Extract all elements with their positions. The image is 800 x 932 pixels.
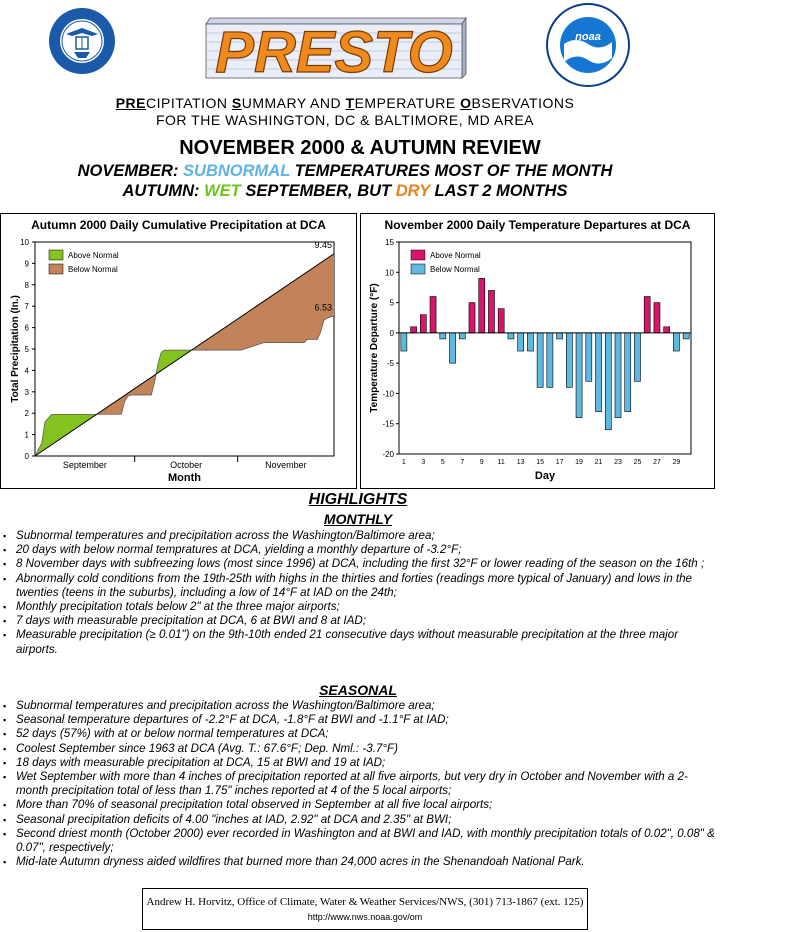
presto-logo-text: PRESTO	[215, 20, 453, 80]
bar-below-normal	[557, 333, 563, 339]
bar-above-normal	[498, 309, 504, 333]
seasonal-list	[0, 699, 716, 869]
highlight-item: ▪ Seasonal precipitation deficits of 4.00 "inches at IAD, 2.92" at DCA and 2.35" at BWI;	[0, 813, 716, 827]
highlight-item: ▪ Second driest month (October 2000) ever recorded in Washington and at BWI and IAD, with monthly precipitation totals of 0.02", 0.08" & 0.07", respectively;	[0, 827, 716, 855]
y-tick-label: 10	[20, 238, 29, 247]
main-title: NOVEMBER 2000 & AUTUMN REVIEW	[179, 137, 541, 159]
highlight-item: ▪ 7 days with measurable precipitation at DCA, 6 at BWI and 8 at IAD;	[0, 614, 716, 628]
bar-below-normal	[576, 333, 582, 418]
highlight-item: ▪ 52 days (57%) with at or below normal temperatures at DCA;	[0, 727, 716, 741]
x-tick-label: 23	[614, 459, 622, 466]
bar-above-normal	[664, 327, 670, 333]
temp-chart-panel	[360, 213, 715, 489]
month-label: October	[170, 460, 203, 470]
bar-above-normal	[430, 297, 436, 333]
noaa-seal-icon	[542, 2, 634, 88]
bar-below-normal	[508, 333, 514, 339]
temp-chart-title: November 2000 Daily Temperature Departures at DCA	[384, 218, 691, 232]
subtitle-line-2: FOR THE WASHINGTON, DC & BALTIMORE, MD AREA	[155, 112, 535, 128]
footer-contact: Andrew H. Horvitz, Office of Climate, Water & Weather Services/NWS, (301) 713-1867 (ext. 125)	[146, 896, 584, 908]
bar-below-normal	[547, 333, 553, 388]
x-tick-label: 3	[421, 459, 426, 466]
subtitle-segment: T	[345, 95, 355, 111]
y-tick-label: 0	[389, 328, 394, 338]
bar-below-normal	[596, 333, 602, 412]
legend-swatch-below	[411, 264, 425, 274]
y-tick-label: 1	[24, 430, 29, 440]
legend-label-above: Above Normal	[430, 251, 481, 260]
legend-swatch-below	[49, 264, 63, 274]
legend-label-below: Below Normal	[68, 265, 118, 274]
month-label: September	[62, 460, 107, 470]
presto-logo	[196, 14, 468, 80]
highlight-item: ▪ Monthly precipitation totals below 2" at the three major airports;	[0, 600, 716, 614]
month-label: November	[265, 460, 307, 470]
x-tick-label: 17	[555, 459, 564, 466]
bar-above-normal	[488, 290, 494, 332]
annotation-observed-total: 6.53	[314, 302, 332, 313]
highlights-title: HIGHLIGHTS	[308, 491, 408, 508]
x-axis-title: Month	[168, 472, 201, 484]
y-tick-label: -20	[382, 450, 394, 459]
subtitle-segment: S	[231, 95, 242, 111]
highlight-item: ▪ 8 November days with subfreezing lows (most since 1996) at DCA, including the first 32°F or lower reading of the season on the 16th ;	[0, 557, 716, 571]
x-tick-label: 19	[575, 459, 583, 466]
subtitle-segment: CIPITATION	[146, 95, 232, 111]
bar-below-normal	[459, 333, 465, 339]
y-tick-label: -10	[382, 389, 394, 399]
x-tick-label: 15	[536, 459, 545, 466]
precip-chart	[1, 214, 356, 488]
subtitle-segment: UMMARY AND	[241, 95, 346, 111]
bar-below-normal	[625, 333, 631, 412]
subtitle-segment: PRE	[115, 95, 146, 111]
x-axis-title: Day	[534, 470, 556, 482]
highlight-item: ▪ Seasonal temperature departures of -2.2°F at DCA, -1.8°F at BWI and -1.1°F at IAD;	[0, 713, 716, 727]
precip-chart-panel	[0, 213, 357, 489]
x-tick-label: 21	[594, 459, 603, 466]
x-tick-label: 9	[479, 459, 484, 466]
highlight-item: ▪ Subnormal temperatures and precipitation across the Washington/Baltimore area;	[0, 699, 716, 713]
bar-below-normal	[440, 333, 446, 339]
y-tick-label: 8	[24, 280, 29, 290]
bar-below-normal	[634, 333, 640, 381]
headline-november: NOVEMBER: SUBNORMAL TEMPERATURES MOST OF THE MONTH	[77, 162, 613, 180]
highlight-item: ▪ Abnormally cold conditions from the 19th-25th with highs in the thirties and forties (readings more typical of January) and lows in the twenties (teens in the suburbs), including a low of 14°F at IAD on the 24th;	[0, 572, 716, 600]
y-tick-label: -15	[382, 419, 394, 429]
bar-below-normal	[518, 333, 524, 351]
bar-below-normal	[683, 333, 689, 339]
y-axis-title: Temperature Departure (°F)	[369, 283, 380, 413]
y-tick-label: 10	[385, 268, 394, 278]
bar-below-normal	[401, 333, 407, 351]
bar-above-normal	[654, 303, 660, 333]
bar-above-normal	[420, 315, 426, 333]
y-tick-label: 0	[24, 452, 29, 461]
commerce-seal-icon	[36, 6, 128, 76]
x-tick-label: 27	[653, 459, 661, 466]
bar-below-normal	[605, 333, 611, 430]
highlight-item: ▪ More than 70% of seasonal precipitation total observed in September at all five local airports;	[0, 798, 716, 812]
bar-below-normal	[450, 333, 456, 363]
x-tick-label: 25	[633, 459, 642, 466]
bar-below-normal	[527, 333, 533, 351]
y-tick-label: 2	[24, 409, 29, 419]
highlight-item: ▪ Coolest September since 1963 at DCA (Avg. T.: 67.6°F; Dep. Nml.: -3.7°F)	[0, 742, 716, 756]
y-tick-label: -5	[386, 359, 394, 369]
bar-below-normal	[537, 333, 543, 388]
x-tick-label: 5	[440, 459, 445, 466]
seasonal-title: SEASONAL	[319, 682, 397, 698]
bar-below-normal	[586, 333, 592, 381]
x-tick-label: 11	[497, 459, 505, 466]
temp-chart	[361, 214, 714, 488]
highlight-item: ▪ Mid-late Autumn dryness aided wildfires that burned more than 24,000 acres in the Shenandoah National Park.	[0, 855, 716, 869]
annotation-normal-total: 9.45	[314, 239, 332, 250]
headline-autumn: AUTUMN: WET SEPTEMBER, BUT DRY LAST 2 MONTHS	[122, 182, 568, 200]
y-tick-label: 6	[24, 323, 29, 333]
highlight-item: ▪ Measurable precipitation (≥ 0.01") on the 9th-10th ended 21 consecutive days without measurable precipitation at the three major airports.	[0, 628, 716, 656]
x-tick-label: 13	[516, 459, 525, 466]
bar-above-normal	[411, 327, 417, 333]
subtitle-segment: EMPERATURE	[354, 95, 461, 111]
bar-below-normal	[566, 333, 572, 388]
bar-above-normal	[469, 303, 475, 333]
highlight-item: ▪ 20 days with below normal tempratures at DCA, yielding a monthly departure of -3.2°F;	[0, 543, 716, 557]
y-tick-label: 4	[24, 366, 29, 376]
legend-label-below: Below Normal	[430, 265, 480, 274]
highlight-item: ▪ 18 days with measurable precipitation at DCA, 15 at BWI and 19 at IAD;	[0, 756, 716, 770]
legend-swatch-above	[411, 250, 425, 260]
y-axis-title: Total Precipitation (In.)	[10, 295, 21, 403]
y-tick-label: 5	[389, 298, 394, 308]
legend-swatch-above	[49, 250, 63, 260]
subtitle-line-1	[0, 95, 690, 111]
noaa-seal-label: noaa	[575, 31, 601, 43]
footer-box	[142, 888, 588, 930]
y-tick-label: 7	[24, 302, 29, 312]
x-tick-label: 29	[672, 459, 681, 466]
x-tick-label: 1	[401, 459, 406, 466]
monthly-list	[0, 529, 716, 657]
x-tick-label: 7	[460, 459, 465, 466]
y-tick-label: 9	[24, 259, 29, 269]
bar-above-normal	[479, 278, 485, 333]
footer-url[interactable]: http://www.nws.noaa.gov/om	[307, 912, 423, 922]
y-tick-label: 5	[24, 345, 29, 354]
legend-label-above: Above Normal	[68, 251, 119, 260]
bar-above-normal	[644, 297, 650, 333]
subtitle-segment: O	[460, 95, 472, 111]
subtitle-segment: BSERVATIONS	[471, 95, 575, 111]
bar-below-normal	[615, 333, 621, 418]
highlight-item: ▪ Wet September with more than 4 inches of precipitation reported at all five airports, but very dry in October and November with a 2-month precipitation total of less than 1.75" inches reported at 4 of the 5 local airports;	[0, 770, 716, 798]
y-tick-label: 15	[385, 238, 394, 247]
monthly-title: MONTHLY	[323, 511, 393, 527]
precip-chart-title: Autumn 2000 Daily Cumulative Precipitation at DCA	[31, 218, 326, 232]
highlight-item: ▪ Subnormal temperatures and precipitation across the Washington/Baltimore area;	[0, 529, 716, 543]
y-tick-label: 3	[24, 387, 29, 397]
bar-below-normal	[673, 333, 679, 351]
